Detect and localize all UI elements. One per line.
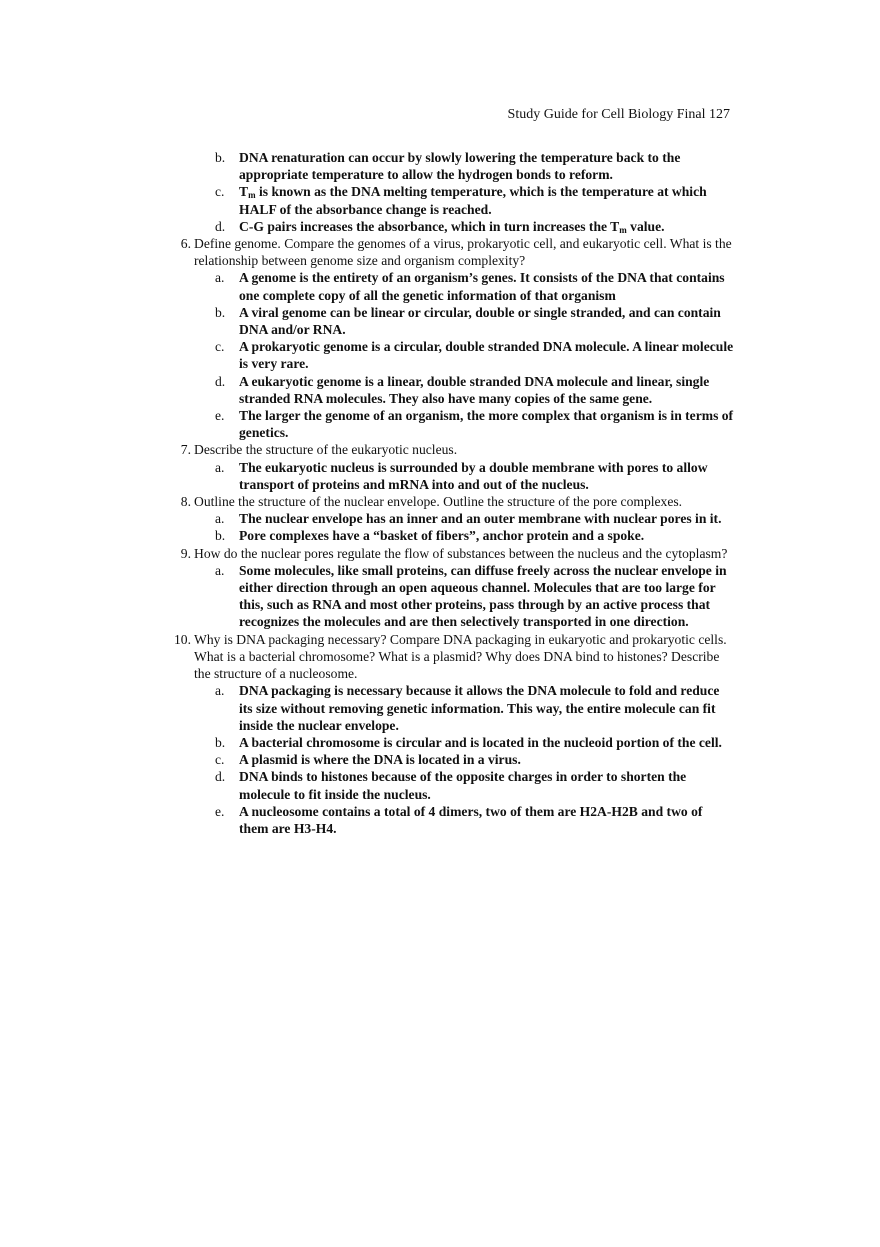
answer-text: The nuclear envelope has an inner and an outer membrane with nuclear pores in it. [239,511,722,527]
answer-letter: d. [215,769,226,785]
answer-text: A plasmid is where the DNA is located in a virus. [239,752,521,768]
answer-item [165,803,735,837]
answer-item [165,183,735,217]
answer-text-part: value. [626,218,665,234]
answer-item [165,751,735,768]
answer-letter: b. [215,150,226,165]
answer-text: A eukaryotic genome is a linear, double stranded DNA molecule and linear, single stranded RNA molecules. They also have many copies of the same gene. [239,373,710,406]
answer-item [165,682,735,734]
answer-letter: e. [215,803,225,819]
subscript: m [619,224,627,235]
question-text: Define genome. Compare the genomes of a virus, prokaryotic cell, and eukaryotic cell. What is the relationship between genome size and organism complexity? [194,236,732,269]
answer-letter: c. [215,184,225,200]
answer-letter: b. [215,528,226,544]
answer-letter: c. [215,339,225,355]
subscript: m [248,190,256,201]
answer-text-part: is known as the DNA melting temperature, which is the temperature at which HALF of the absorbance change is reached. [239,184,707,217]
answer-letter: b. [215,304,226,320]
question-number: 8. [180,494,191,510]
answer-item [165,768,735,802]
question-text: Outline the structure of the nuclear envelope. Outline the structure of the pore complexes. [194,494,683,510]
question-number: 6. [180,236,191,252]
answer-text: DNA packaging is necessary because it allows the DNA molecule to fold and reduce its size without removing genetic information. This way, the entire molecule can fit inside the nuclear envelope. [239,683,720,733]
question-number: 10. [174,631,191,647]
question-10 [165,631,735,683]
answer-letter: a. [215,270,225,286]
answer-item [165,269,735,303]
question-number: 7. [180,442,191,458]
answer-text-part: C-G pairs increases the absorbance, which in turn increases the T [239,218,620,234]
answer-item [165,304,735,338]
question-text: Describe the structure of the eukaryotic nucleus. [194,442,458,458]
answer-item [165,218,735,235]
answer-item [165,527,735,544]
answer-text: A bacterial chromosome is circular and is located in the nucleoid portion of the cell. [239,734,722,750]
answer-text-part: T [239,184,249,200]
answer-text: The larger the genome of an organism, the more complex that organism is in terms of genetics. [239,408,734,441]
answer-item [165,407,735,441]
answer-item [165,149,735,183]
question-8 [165,493,735,510]
answer-text: The eukaryotic nucleus is surrounded by a double membrane with pores to allow transport of proteins and mRNA into and out of the nucleus. [239,459,708,492]
question-text: How do the nuclear pores regulate the flow of substances between the nucleus and the cytoplasm? [194,545,728,561]
answer-text: DNA binds to histones because of the opposite charges in order to shorten the molecule to fit inside the nucleus. [239,769,687,802]
answer-letter: a. [215,511,225,527]
answer-letter: d. [215,218,226,234]
answer-text: A viral genome can be linear or circular, double or single stranded, and can contain DNA and/or RNA. [239,304,721,338]
answer-letter: a. [215,562,225,578]
answer-text: Pore complexes have a “basket of fibers”, anchor protein and a spoke. [239,528,645,544]
answer-letter: c. [215,752,225,768]
question-number: 9. [180,545,191,561]
answer-text: A genome is the entirety of an organism’s genes. It consists of the DNA that contains one complete copy of all the genetic information of that organism [239,270,725,303]
answer-item [165,734,735,751]
answer-item [165,373,735,407]
question-6 [165,235,735,269]
answer-text: A prokaryotic genome is a circular, double stranded DNA molecule. A linear molecule is very rare. [239,339,734,372]
answer-letter: e. [215,408,225,424]
answer-text: DNA renaturation can occur by slowly lowering the temperature back to the appropriate temperature to allow the hydrogen bonds to reform. [239,150,681,183]
answer-text: Some molecules, like small proteins, can diffuse freely across the nuclear envelope in either direction through an open aqueous channel. Molecules that are too large for this, such as RNA and most other proteins, pass through by an active process that recognizes the molecules and are then selectively transported in one direction. [239,562,727,630]
answer-letter: d. [215,373,226,389]
question-7 [165,441,735,458]
answer-item [165,338,735,372]
answer-text: A nucleosome contains a total of 4 dimers, two of them are H2A-H2B and two of them are H3-H4. [239,803,703,836]
study-guide-content [165,149,735,837]
answer-letter: a. [215,683,225,699]
answer-letter: b. [215,734,226,750]
answer-item [165,510,735,527]
answer-item [165,562,735,631]
question-text: Why is DNA packaging necessary? Compare DNA packaging in eukaryotic and prokaryotic cells. What is a bacterial chromosome? What is a plasmid? Why does DNA bind to histones? Describe the structure of a nucleosome. [194,631,727,682]
answer-item [165,459,735,493]
page-header: Study Guide for Cell Biology Final 127 [507,107,730,122]
answer-letter: a. [215,459,225,475]
question-9 [165,545,735,562]
